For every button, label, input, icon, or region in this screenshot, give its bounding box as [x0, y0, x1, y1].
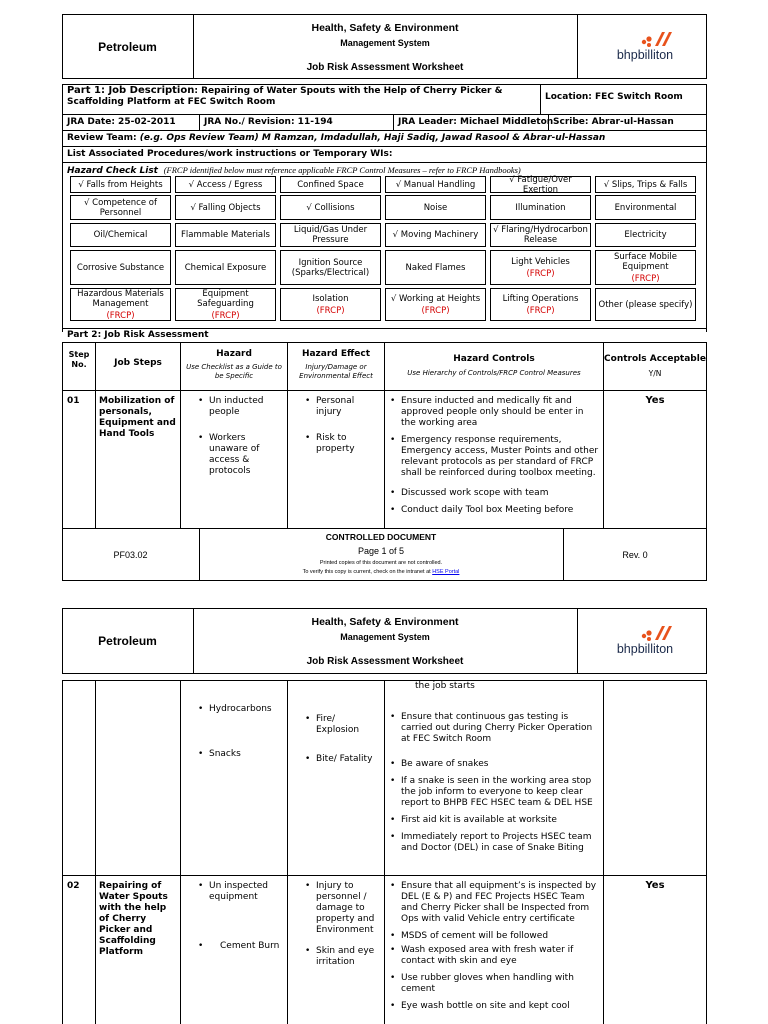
- print-note: Printed copies of this document are not controlled.: [319, 560, 443, 566]
- col-job-steps: Job Steps: [114, 358, 162, 368]
- effect-item: • Bite/ Fatality: [303, 754, 381, 765]
- step-01-number: 01: [67, 396, 80, 406]
- control-item: • Discussed work scope with team: [388, 488, 601, 499]
- jra-date: JRA Date: 25-02-2011: [67, 117, 176, 127]
- continued-control-text: the job starts: [415, 681, 475, 691]
- bhp-logo: [600, 30, 690, 66]
- col-controls-acceptable: Controls Acceptable: [604, 354, 706, 364]
- col-controls-sub: Use Hierarchy of Controls/FRCP Control Measures: [407, 369, 581, 377]
- hazard-item: • Cement Burn: [196, 941, 284, 952]
- step-02-acceptable: Yes: [645, 880, 665, 891]
- step-01-job: Mobilization of personals, Equipment and Hand Tools: [99, 396, 176, 439]
- effect-item: • Injury to personnel / damage to property and Environment: [303, 881, 381, 936]
- col-hazard-sub: Use Checklist as a Guide to be Specific: [186, 363, 282, 380]
- checklist-item: √ Collisions: [280, 195, 381, 220]
- effect-item: • Fire/ Explosion: [303, 714, 381, 736]
- checklist-item: √ Working at Heights (FRCP): [385, 288, 486, 321]
- checklist-item: √ Falls from Heights: [70, 176, 171, 193]
- checklist-item: Hazardous Materials Management (FRCP): [70, 288, 171, 321]
- col-hazard-effect: Hazard Effect: [301, 349, 371, 359]
- checklist-item: Other (please specify): [595, 288, 696, 321]
- jra-leader: JRA Leader: Michael Middleton: [398, 117, 554, 127]
- effect-item: • Personal injury: [303, 396, 381, 418]
- checklist-item: √ Flaring/Hydrocarbon Release: [490, 223, 591, 247]
- step-01-acceptable: Yes: [645, 395, 665, 406]
- control-item: • Immediately report to Projects HSEC team and Doctor (DEL) in case of Snake Biting: [388, 832, 601, 854]
- doc-id: PF03.02: [113, 549, 148, 560]
- effect-item: • Risk to property: [303, 433, 381, 455]
- col-hazard-controls: Hazard Controls: [453, 354, 535, 364]
- hazard-item: • Un inspected equipment: [196, 881, 284, 903]
- checklist-heading: Hazard Check List (FRCP identified below must reference applicable FRCP Control Measures – refer to FRCP Handbooks): [67, 165, 521, 176]
- step-02-hazards: [196, 881, 284, 958]
- controlled-document: CONTROLLED DOCUMENT: [325, 532, 437, 542]
- associated-procedures: List Associated Procedures/work instructions or Temporary WIs:: [67, 149, 393, 159]
- header-title-line2-p2: Management System: [340, 632, 430, 642]
- step-01-effects: [303, 396, 381, 461]
- checklist-item: Ignition Source (Sparks/Electrical): [280, 250, 381, 285]
- checklist-item: Noise: [385, 195, 486, 220]
- frcp-tag: (FRCP): [631, 273, 660, 284]
- checklist-item: Equipment Safeguarding (FRCP): [175, 288, 276, 321]
- control-item: • Eye wash bottle on site and kept cool: [388, 1001, 601, 1012]
- frcp-tag: (FRCP): [526, 268, 555, 279]
- bhp-logo-p2: [600, 624, 690, 660]
- checklist-item: Confined Space: [280, 176, 381, 193]
- control-item: • Ensure that all equipment’s is inspected by DEL (E & P) and FEC Projects HSEC Team and Cherry Picker shall be Inspected from Ops with valid Vehicle entry certificate: [388, 881, 601, 925]
- control-item: • Ensure inducted and medically fit and approved people only should be enter in the working area: [388, 396, 601, 429]
- checklist-item: √ Moving Machinery: [385, 223, 486, 247]
- job-description: Part 1: Job Description: Repairing of Water Spouts with the Help of Cherry Picker & Scaffolding Platform at FEC Switch Room: [67, 85, 503, 107]
- frcp-tag: (FRCP): [106, 310, 135, 321]
- step-02-controls: [388, 881, 601, 1018]
- control-item: • Ensure that continuous gas testing is carried out during Cherry Picker Operation at FEC Switch Room: [388, 712, 601, 745]
- checklist-item: Naked Flames: [385, 250, 486, 285]
- control-item: • First aid kit is available at worksite: [388, 815, 601, 826]
- col-step-no: Step No.: [68, 350, 90, 369]
- step-02-effects: [303, 881, 381, 974]
- hazard-item: • Snacks: [196, 749, 284, 760]
- frcp-tag: (FRCP): [316, 305, 345, 316]
- control-item: • MSDS of cement will be followed: [388, 931, 601, 942]
- company-name: Petroleum: [98, 39, 157, 54]
- checklist-item: Electricity: [595, 223, 696, 247]
- hazard-item: • Hydrocarbons: [196, 704, 284, 715]
- control-item: • If a snake is seen in the working area stop the job inform to everyone to keep clear report to BHPB FEC HSEC team & DEL HSE: [388, 776, 601, 809]
- checklist-item: √ Access / Egress: [175, 176, 276, 193]
- checklist-item: Corrosive Substance: [70, 250, 171, 285]
- checklist-item: √ Manual Handling: [385, 176, 486, 193]
- company-name-p2: Petroleum: [98, 634, 157, 648]
- p2-controls: [388, 712, 601, 860]
- page-number: Page 1 of 5: [357, 546, 405, 556]
- scribe: Scribe: Abrar-ul-Hassan: [553, 117, 674, 127]
- header-title-line3: Job Risk Assessment Worksheet: [306, 62, 464, 73]
- location: Location: FEC Switch Room: [545, 92, 683, 102]
- checklist-item: Chemical Exposure: [175, 250, 276, 285]
- header-title-line1: Health, Safety & Environment: [311, 22, 459, 34]
- col-effect-sub: Injury/Damage or Environmental Effect: [299, 363, 373, 380]
- col-accept-sub: Y/N: [648, 369, 662, 378]
- checklist-item: √ Fatigue/Over Exertion: [490, 176, 591, 193]
- control-item: • Be aware of snakes: [388, 759, 601, 770]
- control-item: • Wash exposed area with fresh water if contact with skin and eye: [388, 945, 601, 967]
- part2-label: Part 2: Job Risk Assessment: [67, 330, 209, 340]
- hse-portal-link[interactable]: HSE Portal: [432, 569, 460, 575]
- checklist-item: Illumination: [490, 195, 591, 220]
- frcp-tag: (FRCP): [211, 310, 240, 321]
- checklist-item: √ Falling Objects: [175, 195, 276, 220]
- checklist-item: Light Vehicles (FRCP): [490, 250, 591, 285]
- checklist-item: Surface Mobile Equipment (FRCP): [595, 250, 696, 285]
- step-01-hazards: [196, 396, 284, 483]
- hazard-item: • Workers unaware of access & protocols: [196, 433, 284, 477]
- control-item: • Conduct daily Tool box Meeting before: [388, 505, 601, 516]
- p2-hazards: [196, 704, 284, 766]
- checklist-item: Environmental: [595, 195, 696, 220]
- checklist-item: Flammable Materials: [175, 223, 276, 247]
- verify-note: To verify this copy is current, check on the intranet at HSE Portal: [302, 569, 460, 575]
- step-02-number: 02: [67, 881, 80, 891]
- review-team: Review Team: (e.g. Ops Review Team) M Ramzan, Imdadullah, Haji Sadiq, Jawad Rasool & Abrar-ul-Hassan: [67, 133, 606, 143]
- revision: Rev. 0: [622, 549, 648, 560]
- checklist-item: Lifting Operations (FRCP): [490, 288, 591, 321]
- header-title-line3-p2: Job Risk Assessment Worksheet: [306, 656, 464, 667]
- checklist-item: Liquid/Gas Under Pressure: [280, 223, 381, 247]
- jra-number: JRA No./ Revision: 11-194: [204, 117, 333, 127]
- checklist-item: √ Slips, Trips & Falls: [595, 176, 696, 193]
- control-item: • Use rubber gloves when handling with cement: [388, 973, 601, 995]
- effect-item: • Skin and eye irritation: [303, 946, 381, 968]
- frcp-tag: (FRCP): [526, 305, 555, 316]
- checklist-item: √ Competence of Personnel: [70, 195, 171, 220]
- checklist-item: Oil/Chemical: [70, 223, 171, 247]
- logo-text: bhpbilliton: [616, 48, 674, 62]
- hazard-item: • Un inducted people: [196, 396, 284, 418]
- step-02-job: Repairing of Water Spouts with the help of Cherry Picker and Scaffolding Platform: [99, 881, 168, 957]
- col-hazard: Hazard: [216, 349, 252, 359]
- logo-text-p2: bhpbilliton: [616, 642, 674, 656]
- step-01-controls: [388, 396, 601, 522]
- header-title-line2: Management System: [340, 38, 430, 48]
- hazard-checklist-grid: [70, 176, 700, 321]
- header-title-line1-p2: Health, Safety & Environment: [311, 616, 459, 628]
- p2-effects: [303, 714, 381, 771]
- control-item: • Emergency response requirements, Emergency access, Muster Points and other relevant protocols as per standard of FRCP shall be reinforced during toolbox meeting.: [388, 435, 601, 479]
- frcp-tag: (FRCP): [421, 305, 450, 316]
- checklist-item: Isolation (FRCP): [280, 288, 381, 321]
